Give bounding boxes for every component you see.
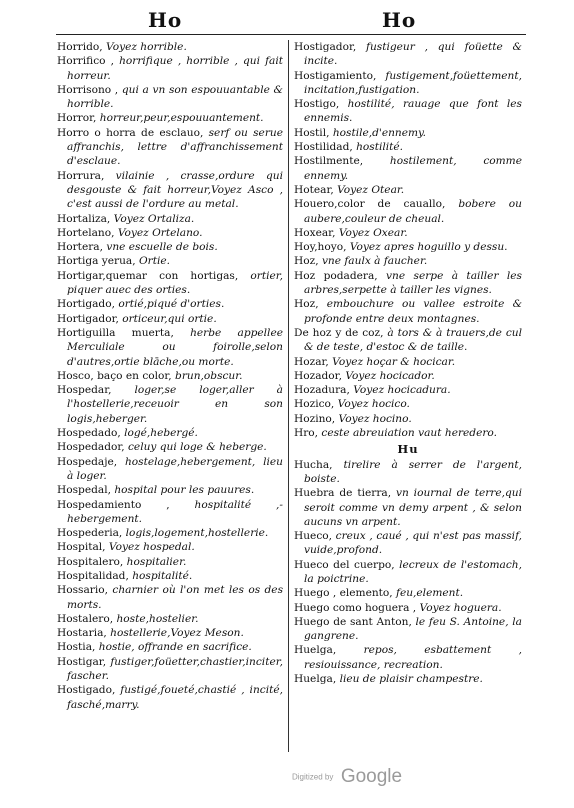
entry-headword: Hotear, bbox=[294, 183, 338, 196]
entry-headword: Hozar, bbox=[294, 355, 333, 368]
entry-definition: Voyez hospedal. bbox=[108, 541, 195, 554]
dictionary-entry bbox=[294, 643, 522, 672]
entry-headword: Hostilidad, bbox=[294, 141, 357, 154]
entry-definition: creux , caué , qui n'est pas massif, vuide,profond. bbox=[304, 530, 522, 557]
entry-headword: Hospedaje, bbox=[57, 455, 125, 468]
entry-definition: vne faulx à faucher. bbox=[321, 255, 428, 268]
digitization-watermark bbox=[292, 766, 402, 788]
dictionary-entry bbox=[294, 97, 522, 126]
entry-definition: qui a vn son espouuantable & horrible. bbox=[67, 83, 283, 111]
entry-headword: Hostaria, bbox=[57, 627, 111, 640]
entry-definition: feu,element. bbox=[396, 587, 464, 600]
entry-definition: à tors & à trauers,de cul & de teste, d'estoc & de taille. bbox=[304, 326, 522, 354]
entry-definition: herbe appellee Merculiale ou foirolle,selon d'autres,ortie blāche,ou morte. bbox=[67, 326, 283, 368]
dictionary-entry bbox=[57, 612, 283, 626]
entry-definition: logis,logement,hostellerie. bbox=[125, 527, 269, 540]
entry-definition: Voyez apres hoguillo y dessu. bbox=[349, 241, 508, 254]
entry-headword: Hueco del cuerpo, bbox=[294, 558, 400, 571]
dictionary-entry bbox=[57, 83, 283, 112]
dictionary-entry bbox=[57, 369, 283, 383]
dictionary-entry bbox=[57, 555, 283, 569]
entry-definition: Voyez Otear. bbox=[337, 183, 405, 196]
dictionary-entry bbox=[57, 655, 283, 684]
entry-headword: Hospital, bbox=[57, 541, 109, 554]
dictionary-entry bbox=[294, 383, 522, 397]
dictionary-entry bbox=[57, 640, 283, 654]
entry-headword: Horrido, bbox=[57, 41, 107, 53]
entry-definition: horreur,peur,espouuantement. bbox=[99, 112, 264, 125]
header-rule bbox=[56, 34, 526, 35]
entry-definition: vne escuelle de bois. bbox=[106, 241, 218, 254]
entry-definition: bobere ou aubere,couleur de cheual. bbox=[304, 198, 522, 225]
entry-headword: Hortaliza, bbox=[57, 212, 114, 225]
entry-definition: horrifique , horrible , qui fait horreur. bbox=[67, 55, 283, 82]
entry-definition: hospitalité ,-hebergement. bbox=[67, 498, 284, 525]
entry-definition: serf ou serue affranchis, lettre d'affranchissement d'esclaue. bbox=[67, 126, 283, 168]
right-column bbox=[294, 40, 522, 686]
entry-definition: hostilité. bbox=[356, 141, 404, 154]
entry-definition: ceste abreuiation vaut heredero. bbox=[321, 427, 497, 440]
entry-definition: fustiger,foüetter,chastier,inciter, fascher. bbox=[67, 655, 283, 683]
entry-headword: Horrisono , bbox=[57, 83, 122, 96]
entry-headword: Huego de sant Anton, bbox=[294, 615, 416, 628]
dictionary-entry bbox=[57, 269, 283, 298]
entry-headword: Hortigar,quemar con hortigas, bbox=[57, 269, 251, 282]
entry-headword: Hueco, bbox=[294, 530, 336, 543]
dictionary-entry bbox=[57, 483, 283, 497]
dictionary-entry bbox=[294, 369, 522, 383]
entry-headword: Hostilmente, bbox=[294, 155, 390, 168]
dictionary-entry bbox=[57, 254, 283, 268]
dictionary-entry bbox=[57, 383, 283, 426]
dictionary-entry bbox=[57, 226, 283, 240]
dictionary-entry bbox=[294, 486, 522, 529]
entry-definition: fustigeur , qui foüette & incite. bbox=[304, 41, 522, 68]
section-subhead: Hu bbox=[397, 442, 419, 457]
entry-headword: Hospederia, bbox=[57, 527, 126, 540]
entry-headword: Huego , elemento, bbox=[294, 587, 397, 600]
dictionary-entry bbox=[57, 111, 283, 125]
entry-definition: orticeur,qui ortie. bbox=[122, 312, 217, 325]
entry-headword: Hoy,hoyo, bbox=[294, 241, 350, 254]
dictionary-entry bbox=[294, 69, 522, 98]
entry-definition: charnier où l'on met les os des morts. bbox=[67, 584, 283, 611]
dictionary-entry bbox=[294, 529, 522, 558]
entry-headword: Hortigado, bbox=[57, 298, 119, 311]
entry-headword: Hucha, bbox=[294, 458, 344, 471]
entry-headword: Hostil, bbox=[294, 126, 333, 139]
dictionary-entry bbox=[57, 240, 283, 254]
entry-definition: Voyez hocico. bbox=[337, 398, 410, 411]
entry-definition: fustigé,foueté,chastié , incité, fasché,marry. bbox=[67, 684, 283, 711]
entry-definition: hospitalier. bbox=[126, 555, 187, 568]
entry-headword: Huelga, bbox=[294, 673, 340, 686]
entry-headword: Hortiga yerua, bbox=[57, 255, 139, 268]
entry-headword: Hostigador, bbox=[294, 41, 367, 53]
entry-definition: brun,obscur. bbox=[175, 369, 243, 382]
entry-definition: hostilité, rauage que font les ennemis. bbox=[304, 98, 522, 125]
dictionary-entry bbox=[294, 672, 522, 686]
entry-headword: Hoz, bbox=[294, 298, 327, 311]
entry-definition: Voyez Oxear. bbox=[338, 226, 408, 239]
entry-definition: le feu S. Antoine, la gangrene. bbox=[304, 615, 522, 643]
entry-headword: Hospedamiento , bbox=[57, 498, 195, 511]
entry-definition: vne serpe à tailler les arbres,serpette à tailler les vignes. bbox=[304, 269, 522, 297]
entry-headword: Hosco, baço en color, bbox=[57, 369, 176, 382]
dictionary-entry bbox=[294, 226, 522, 240]
entry-definition: embouchure ou vallee estroite & profonde entre deux montagnes. bbox=[304, 298, 522, 325]
entry-headword: Hospedar, bbox=[57, 384, 135, 397]
entry-headword: Horror, bbox=[57, 112, 100, 125]
entry-headword: Hro, bbox=[294, 427, 322, 440]
dictionary-entry bbox=[294, 197, 522, 226]
entry-headword: Hoxear, bbox=[294, 226, 339, 239]
entry-definition: Voyez hocicador. bbox=[345, 369, 435, 382]
dictionary-entry bbox=[294, 269, 522, 298]
entry-headword: Hozico, bbox=[294, 398, 338, 411]
dictionary-entry bbox=[294, 326, 522, 355]
entry-headword: Hortera, bbox=[57, 241, 107, 254]
entry-definition: repos, esbattement , resiouissance, recreation. bbox=[304, 644, 522, 671]
dictionary-entry bbox=[57, 583, 283, 612]
dictionary-entry bbox=[294, 254, 522, 268]
entry-headword: Houero,color de cauallo, bbox=[294, 198, 459, 211]
entry-headword: Hoz, bbox=[294, 255, 322, 268]
dictionary-entry bbox=[57, 683, 283, 712]
entry-headword: De hoz y de coz, bbox=[294, 326, 388, 339]
dictionary-entry bbox=[57, 212, 283, 226]
entry-definition: Voyez hoçar & hocicar. bbox=[332, 355, 456, 368]
entry-headword: Hostia, bbox=[57, 641, 99, 654]
dictionary-entry bbox=[294, 586, 522, 600]
entry-definition: hospital pour les pauures. bbox=[114, 484, 255, 497]
dictionary-entry bbox=[57, 526, 283, 540]
watermark-brand: Google bbox=[340, 766, 403, 787]
entry-definition: loger,se loger,aller à l'hostellerie,receuoir en son logis,heberger. bbox=[67, 384, 283, 425]
entry-definition: hoste,hostelier. bbox=[116, 612, 199, 625]
entry-headword: Hospitalidad, bbox=[57, 569, 133, 582]
dictionary-entry bbox=[294, 355, 522, 369]
entry-definition: lecreux de l'estomach, la poictrine. bbox=[304, 558, 522, 585]
watermark-prefix: Digitized by bbox=[292, 772, 334, 782]
entry-headword: Hozino, bbox=[294, 412, 339, 425]
entry-headword: Hozador, bbox=[294, 369, 346, 382]
dictionary-entry bbox=[57, 126, 283, 169]
dictionary-entry bbox=[57, 169, 283, 212]
entry-headword: Hortelano, bbox=[57, 226, 118, 239]
left-column bbox=[57, 40, 283, 712]
dictionary-entry bbox=[294, 615, 522, 644]
entry-headword: Horrura, bbox=[57, 169, 116, 182]
entry-definition: hostellerie,Voyez Meson. bbox=[110, 627, 244, 640]
page-header bbox=[0, 8, 574, 36]
dictionary-entry bbox=[57, 626, 283, 640]
dictionary-entry bbox=[57, 455, 283, 484]
dictionary-entry bbox=[57, 54, 283, 83]
dictionary-entry bbox=[294, 183, 522, 197]
entry-headword: Hostigado, bbox=[57, 684, 121, 697]
entry-definition: ortier, piquer auec des orties. bbox=[67, 269, 283, 297]
dictionary-entry bbox=[57, 312, 283, 326]
entry-headword: Huego como hoguera , bbox=[294, 601, 420, 614]
entry-definition: Ortie. bbox=[138, 255, 171, 268]
dictionary-entry bbox=[294, 458, 522, 487]
dictionary-entry bbox=[57, 498, 283, 527]
entry-headword: Hospedador, bbox=[57, 441, 128, 454]
dictionary-entry bbox=[57, 440, 283, 454]
entry-headword: Hortigador, bbox=[57, 312, 123, 325]
entry-definition: logé,hebergé. bbox=[124, 427, 198, 440]
entry-headword: Hostigamiento, bbox=[294, 69, 386, 82]
entry-definition: ortié,piqué d'orties. bbox=[118, 298, 225, 311]
entry-definition: Voyez Ortaliza. bbox=[113, 212, 195, 225]
dictionary-entry bbox=[57, 326, 283, 369]
entry-headword: Hospitalero, bbox=[57, 555, 127, 568]
entry-definition: Voyez hoguera. bbox=[419, 601, 502, 614]
dictionary-entry bbox=[294, 240, 522, 254]
entry-definition: hospitalité. bbox=[132, 569, 193, 582]
dictionary-entry bbox=[294, 40, 522, 69]
column-divider bbox=[288, 40, 289, 752]
entry-definition: Voyez hocicadura. bbox=[353, 384, 451, 397]
entry-headword: Horro o horra de esclauo, bbox=[57, 126, 209, 139]
entry-definition: fustigement,foüettement, incitation,fustigation. bbox=[304, 69, 522, 96]
dictionary-entry bbox=[57, 540, 283, 554]
entry-definition: hostelage,hebergement, lieu à loger. bbox=[67, 455, 283, 482]
dictionary-entry bbox=[294, 412, 522, 426]
dictionary-entry bbox=[57, 569, 283, 583]
dictionary-entry bbox=[294, 297, 522, 326]
entry-headword: Hoz podadera, bbox=[294, 269, 387, 282]
entry-definition: tirelire à serrer de l'argent, boiste. bbox=[304, 458, 522, 485]
dictionary-entry bbox=[57, 297, 283, 311]
entry-headword: Huelga, bbox=[294, 644, 364, 657]
entry-headword: Horrifico , bbox=[57, 55, 120, 68]
entry-definition: lieu de plaisir champestre. bbox=[339, 673, 483, 686]
entry-headword: Hospedado, bbox=[57, 427, 125, 440]
dictionary-entry bbox=[294, 601, 522, 615]
dictionary-entry bbox=[294, 397, 522, 411]
entry-headword: Hostalero, bbox=[57, 612, 117, 625]
entry-headword: Hossario, bbox=[57, 584, 113, 597]
entry-definition: Voyez horrible. bbox=[106, 41, 187, 53]
entry-headword: Hortiguilla muerta, bbox=[57, 326, 191, 339]
entry-definition: vn iournal de terre,qui seroit comme vn demy arpent , & selon aucuns vn arpent. bbox=[304, 487, 522, 528]
entry-definition: vilainie , crasse,ordure qui desgouste & fait horreur,Voyez Asco , c'est aussi de l'ordure au metal. bbox=[67, 169, 283, 211]
entry-headword: Huebra de tierra, bbox=[294, 487, 396, 500]
entry-definition: hostile,d'ennemy. bbox=[332, 126, 427, 139]
running-head-right: Ho bbox=[382, 8, 417, 32]
dictionary-entry bbox=[57, 40, 283, 54]
entry-headword: Hozadura, bbox=[294, 384, 354, 397]
entry-definition: hostilement, comme ennemy. bbox=[304, 155, 522, 182]
entry-definition: hostie, offrande en sacrifice. bbox=[98, 641, 252, 654]
dictionary-entry bbox=[57, 426, 283, 440]
dictionary-entry bbox=[294, 426, 522, 440]
entry-definition: celuy qui loge & heberge. bbox=[128, 441, 267, 454]
dictionary-entry bbox=[294, 558, 522, 587]
dictionary-entry bbox=[294, 140, 522, 154]
entry-headword: Hospedal, bbox=[57, 484, 115, 497]
dictionary-entry bbox=[294, 126, 522, 140]
entry-definition: Voyez Ortelano. bbox=[117, 226, 203, 239]
entry-headword: Hostigo, bbox=[294, 98, 348, 111]
running-head-left: Ho bbox=[148, 8, 183, 32]
dictionary-entry bbox=[294, 154, 522, 183]
entry-definition: Voyez hocino. bbox=[338, 412, 412, 425]
entry-headword: Hostigar, bbox=[57, 655, 111, 668]
